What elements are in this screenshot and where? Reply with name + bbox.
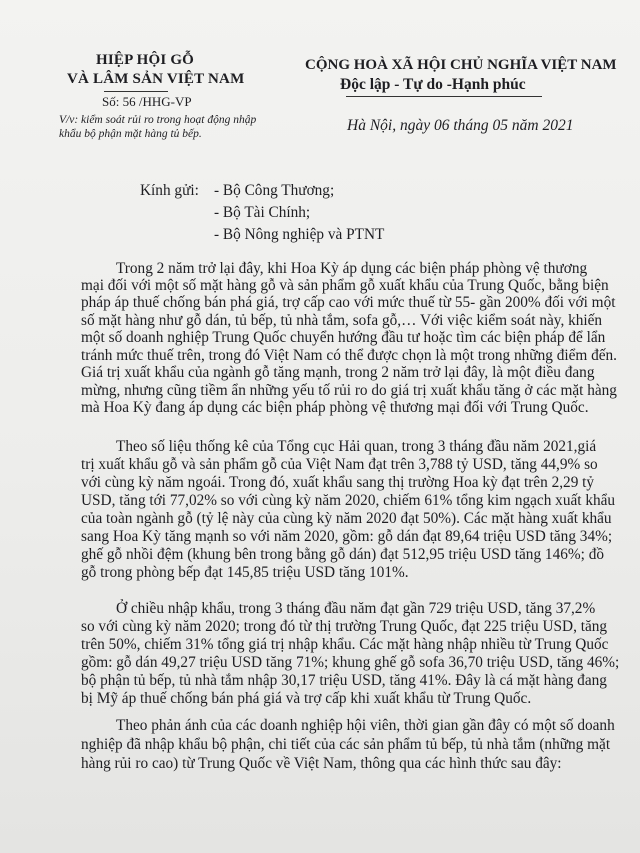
paragraph-line: Theo số liệu thống kê của Tổng cục Hải quan, trong 3 tháng đầu năm 2021,giá (116, 438, 597, 455)
paragraph-line: mừng, nhưng cũng tiềm ẩn những yếu tố rủi ro do giá trị xuất khẩu tăng ở các mặt hàng (81, 382, 617, 399)
org-name-line1: HIỆP HỘI GỖ (96, 52, 195, 68)
paragraph-line: sang Hoa Kỳ tăng mạnh so với năm 2020, gồm: gỗ dán đạt 89,64 triệu USD tăng 34%; (81, 528, 613, 545)
paragraph-line: bộ phận tủ bếp, tủ nhà tắm nhập 30,17 triệu USD, tăng 41%. Đây là cá mặt hàng đang (81, 672, 607, 689)
paragraph-line: gồm: gỗ dán 49,27 triệu USD tăng 71%; khung ghế gỗ sofa 36,70 triệu USD, tăng 46%; (81, 654, 620, 671)
paragraph-line: Giá trị xuất khẩu của ngành gỗ tăng mạnh, trong 2 năm trở lại đây, là một điều đang (81, 364, 595, 381)
paragraph-line: với cùng kỳ năm ngoái. Trong đó, xuất khẩu sang thị trường Hoa kỳ đạt trên 2,29 tỷ (81, 474, 595, 491)
paragraph-line: so với cùng kỳ năm 2020; trong đó từ thị trường Trung Quốc, đạt 225 triệu USD, tăng (81, 618, 608, 635)
paragraph-line: một số doanh nghiệp Trung Quốc chuyển hướng đầu tư hoặc tìm các biện pháp để lẩn (81, 329, 606, 346)
org-name-line2: VÀ LÂM SẢN VIỆT NAM (67, 71, 245, 87)
paragraph-line: nghiệp đã nhập khẩu bộ phận, chi tiết của các sản phẩm tủ bếp, tủ nhà tắm (những mặt (81, 736, 611, 753)
paragraph-line: gỗ trong phòng bếp đạt 145,85 triệu USD tăng 101%. (81, 564, 409, 581)
paragraph-line: hàng rủi ro cao) từ Trung Quốc về Việt Nam, thông qua các hình thức sau đây: (81, 755, 562, 772)
paragraph-line: trị xuất khẩu gỗ và sản phẩm gỗ của Việt Nam đạt trên 3,788 tỷ USD, tăng 44,9% so (81, 456, 598, 473)
paragraph-line: Theo phản ánh của các doanh nghiệp hội viên, thời gian gần đây có một số doanh (116, 717, 615, 734)
paragraph-line: ghế gỗ nhồi đệm (khung bên trong bằng gỗ dán) đạt 512,95 triệu USD tăng 146%; đồ (81, 546, 604, 563)
recipient-item: - Bộ Tài Chính; (214, 204, 311, 221)
paragraph-line: của toàn ngành gỗ (tỷ lệ này của cùng kỳ năm 2020 đạt 50%). Các mặt hàng xuất khẩu (81, 510, 612, 527)
document-date: Hà Nội, ngày 06 tháng 05 năm 2021 (347, 117, 574, 134)
subject-line1: V/v: kiểm soát rủi ro trong hoạt động nhập (59, 114, 257, 126)
nation-title: CỘNG HOÀ XÃ HỘI CHỦ NGHĨA VIỆT NAM (305, 57, 617, 73)
motto-underline (346, 96, 542, 97)
paragraph-line: pháp áp thuế chống bán phá giá, trợ cấp cao với mức thuế từ 55- gần 200% đối với một (81, 294, 616, 311)
paragraph-line: tránh mức thuế trên, trong đó Việt Nam có thể được chọn là một trong những điểm đến. (81, 347, 618, 364)
paragraph-line: trên 50%, chiếm 31% tổng giá trị nhập khẩu. Các mặt hàng nhập nhiều từ Trung Quốc (81, 636, 609, 653)
subject-line2: khẩu bộ phận mặt hàng tủ bếp. (59, 128, 202, 140)
recipient-item: - Bộ Nông nghiệp và PTNT (214, 226, 385, 243)
paragraph-line: Ở chiều nhập khẩu, trong 3 tháng đầu năm đạt gần 729 triệu USD, tăng 37,2% (116, 600, 596, 617)
nation-motto: Độc lập - Tự do -Hạnh phúc (340, 76, 526, 93)
document-number: Số: 56 /HHG-VP (102, 94, 192, 109)
org-underline (104, 91, 168, 92)
recipients-label: Kính gửi: (140, 182, 199, 199)
paragraph-line: Trong 2 năm trở lại đây, khi Hoa Kỳ áp dụng các biện pháp phòng vệ thương (116, 260, 588, 277)
paragraph-line: mại đối với một số mặt hàng gỗ và sản phẩm gỗ xuất khẩu của Trung Quốc, bằng biện (81, 277, 609, 294)
paragraph-line: mà Hoa Kỳ đang áp dụng các biện pháp phòng vệ thương mại đối với Trung Quốc. (81, 399, 589, 416)
paragraph-line: bị Mỹ áp thuế chống bán phá giá và trợ cấp khi xuất khẩu từ Trung Quốc. (81, 690, 532, 707)
paragraph-line: số mặt hàng như gỗ dán, tủ bếp, tủ nhà tắm, sofa gỗ,… Với việc kiểm soát này, khiến (81, 312, 603, 329)
recipient-item: - Bộ Công Thương; (214, 182, 335, 199)
paragraph-line: USD, tăng tới 77,02% so với cùng kỳ năm 2020, chiếm 61% tổng kim ngạch xuất khẩu (81, 492, 616, 509)
